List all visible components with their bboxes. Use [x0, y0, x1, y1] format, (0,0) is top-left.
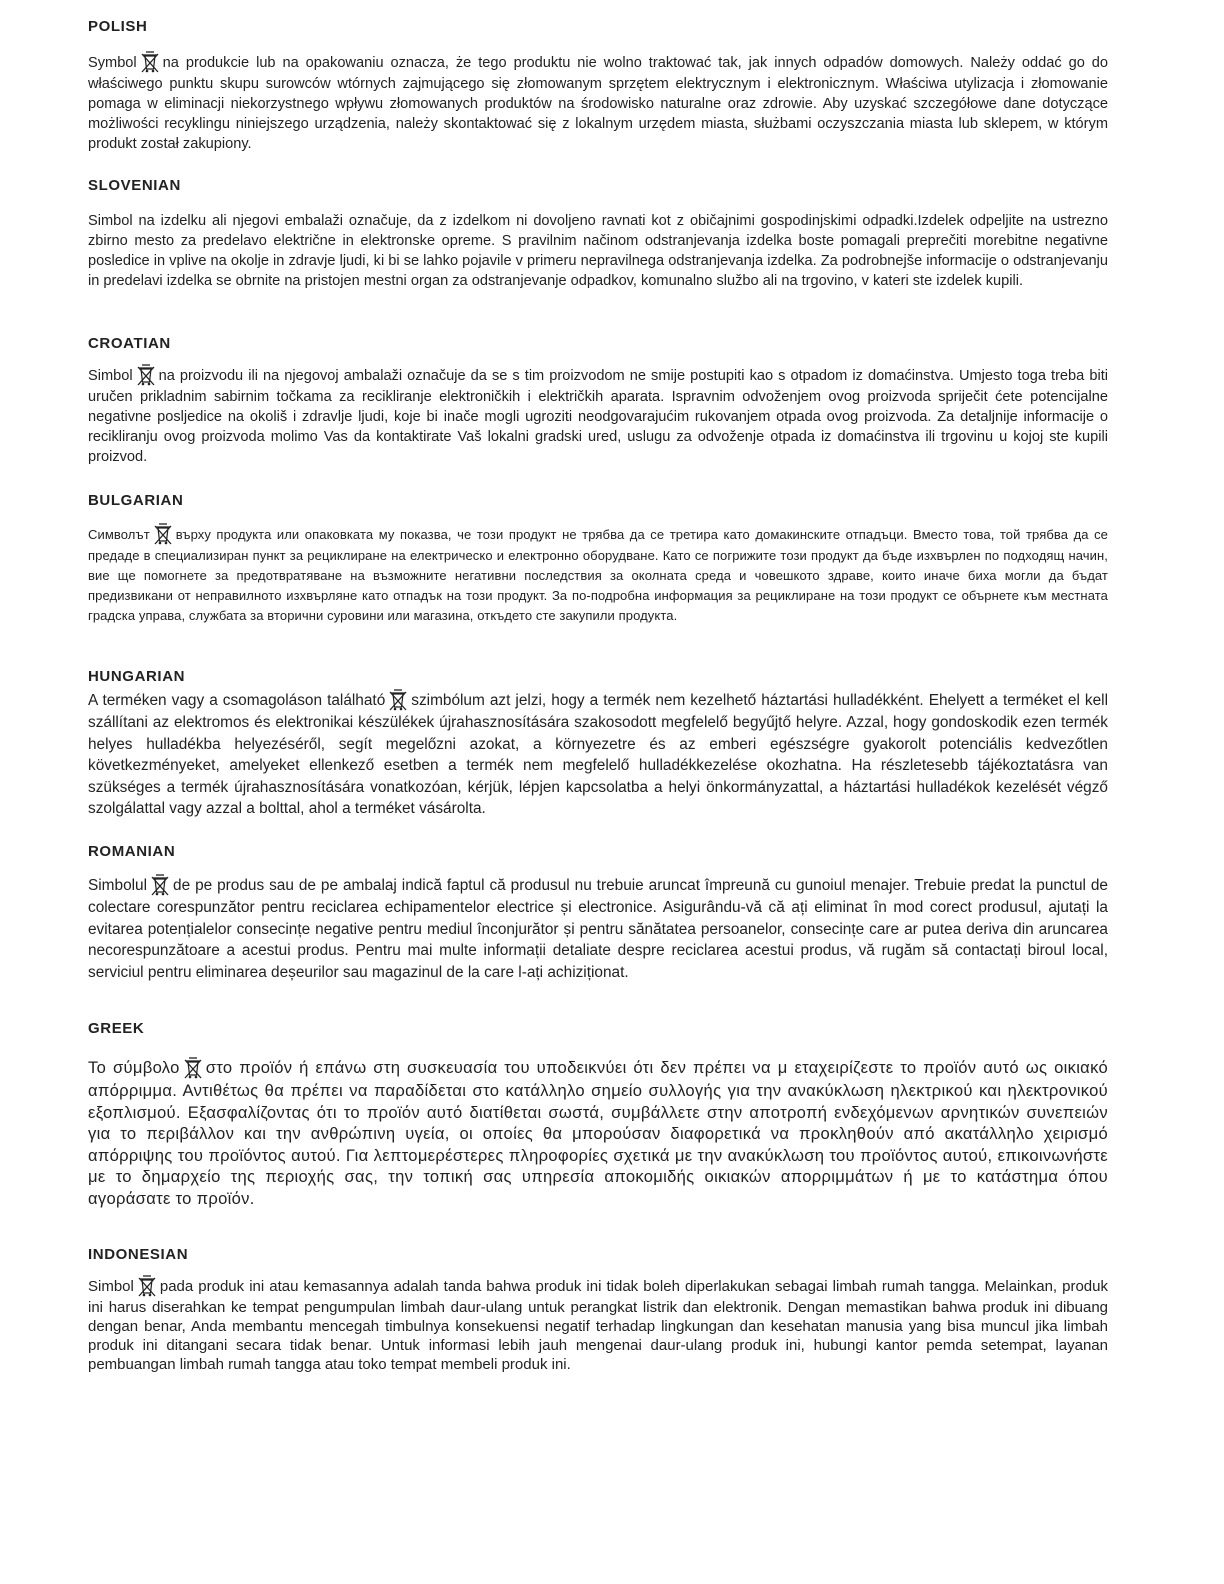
section-croatian: [88, 335, 1108, 467]
section-body: A terméken vagy a csomagoláson található szimbólum azt jelzi, hogy a termék nem kezelhető háztartási hulladékként. Ehelyett a terméket el kell szállítani az elektromos és elektronikai készülékek újrahasznosítására szakosodott megfelelő begyűjtő helyre. Azzal, hogy gondoskodik ezen termék helyes hulladékba helyezéséről, segít megelőzni azokat, a környezetre és az emberi egészségre gyakorolt potenciális kedvezőtlen következményeket, amelyeket ellenkező esetben a termék nem megfelelő hulladékkezelése okozhatna. Ha részletesebb tájékoztatásra van szükséges a termék újrahasznosítására vonatkozóan, kérjük, lépjen kapcsolatba a helyi önkormányzattal, a háztartási hulladékok kezelését végző szolgálattal vagy azzal a bolttal, ahol a terméket vásárolta.: [88, 688, 1108, 820]
section-body: Символът върху продукта или опаковката му показва, че този продукт не трябва да се третира като домакинските отпадъци. Вместо това, той трябва да се предаде в специализиран пункт за рециклиране на електрическо и електронно оборудване. Като се погрижите този продукт да бъде изхвърлен по подходящ начин, вие ще помогнете за предотвратяване на възможните негативни последствия за околната среда и човешкото здраве, които иначе биха могли да бъдат предизвикани от неправилното изхвърляне като отпадък на този продукт. За по-подробна информация за рециклиране на този продукт се обърнете към местната градска управа, службата за вторични суровини или магазина, откъдето сте закупили продукта.: [88, 522, 1108, 626]
section-heading: HUNGARIAN: [88, 668, 186, 685]
section-romanian: [88, 843, 1108, 983]
section-heading: ROMANIAN: [88, 843, 176, 860]
section-body: Simbol na proizvodu ili na njegovoj ambalaži označuje da se s tim proizvodom ne smije postupiti kao s otpadom iz domaćinstva. Umjesto toga treba biti uručen prikladnim sabirnim točkama za recikliranje elektroničkih i električkih aparata. Ispravnim odvoženjem ovog proizvoda spriječit ćete potencijalne negativne posljedice na okoliš i zdravlje ljudi, koje bi inače mogli ugroziti neodgovarajućim rukovanjem otpada ovog proizvoda. Za detaljnije informacije o recikliranju ovog proizvoda molimo Vas da kontaktirate Vaš lokalni gradski ured, uslugu za odvoženje otpada iz domaćinstva ili trgovinu u kojoj ste kupili proizvod.: [88, 363, 1108, 467]
section-hungarian: [88, 668, 1108, 820]
crossed-bin-icon: [389, 688, 407, 712]
crossed-bin-icon: [141, 50, 159, 74]
section-heading: BULGARIAN: [88, 492, 184, 509]
crossed-bin-icon: [154, 522, 172, 546]
section-body: Simbol na izdelku ali njegovi embalaži označuje, da z izdelkom ni dovoljeno ravnati kot z običajnimi gospodinjskimi odpadki.Izdelek odpeljite na ustrezno zbirno mesto za predelavo električne in elektronske opreme. S pravilnim načinom odstranjevanja izdelka boste pomagali preprečiti morebitne negativne posledice in vplive na okolje in zdravje ljudi, ki bi se lahko pojavile v primeru nepravilnega odstranjevanja izdelka. Za podrobnejše informacije o odstranjevanju in predelavi izdelka se obrnite na pristojen mestni organ za odstranjevanje odpadkov, komunalno službo ali na trgovino, v kateri ste izdelek kupili.: [88, 213, 1108, 289]
section-heading: POLISH: [88, 18, 148, 35]
crossed-bin-icon: [137, 363, 155, 387]
section-heading: CROATIAN: [88, 335, 171, 352]
section-body: Το σύμβολο στο προϊόν ή επάνω στη συσκευασία του υποδεικνύει ότι δεν πρέπει να μ εταχειρίζεστε το προϊόν αυτό ως οικιακό απόρριμμα. Αντιθέτως θα πρέπει να παραδίδεται στο κατάλληλο σημείο συλλογής για την ανακύκλωση ηλεκτρικού και ηλεκτρονικού εξοπλισμού. Εξασφαλίζοντας ότι το προϊόν αυτό διατίθεται σωστά, συμβάλλετε στην αποτροπή ενδεχόμενων αρνητικών συνεπειών για το περιβάλλον και την ανθρώπινη υγεία, οι οποίες θα μπορούσαν διαφορετικά να προκληθούν από ακατάλληλο χειρισμό απόρριψης του προϊόντος αυτού. Για λεπτομερέστερες πληροφορίες σχετικά με την ανακύκλωση του προϊόντος αυτού, επικοινωνήστε με το δημαρχείο της περιοχής σας, την τοπική σας υπηρεσία αποκομιδής οικιακών απορριμμάτων ή με το κατάστημα όπου αγοράσατε το προϊόν.: [88, 1058, 1109, 1208]
section-indonesian: [88, 1246, 1108, 1374]
section-bulgarian: [88, 492, 1108, 626]
section-body: Simbolul de pe produs sau de pe ambalaj indică faptul că produsul nu trebuie aruncat împreună cu gunoiul menajer. Trebuie predat la punctul de colectare corespunzător pentru reciclarea echipamentelor electrice și electronice. Asigurându-vă că ați eliminat în mod corect produsul, ajutați la evitarea potențialelor consecințe negative pentru mediul înconjurător și pentru sănătatea persoanelor, consecințe care ar putea deriva din aruncarea necorespunzătoare a acestui produs. Pentru mai multe informații detaliate despre reciclarea acestui produs, vă rugăm să contactați biroul local, serviciul pentru eliminarea deșeurilor sau magazinul de la care l-ați achiziționat.: [88, 873, 1108, 983]
crossed-bin-icon: [184, 1056, 202, 1080]
section-greek: [88, 1020, 1108, 1209]
section-body: Simbol pada produk ini atau kemasannya adalah tanda bahwa produk ini tidak boleh diperlakukan sebagai limbah rumah tangga. Melainkan, produk ini harus diserahkan ke tempat pengumpulan limbah daur-ulang untuk perangkat listrik dan elektronik. Dengan memastikan bahwa produk ini dibuang dengan benar, Anda membantu mencegah timbulnya konsekuensi negatif terhadap lingkungan dan kesehatan manusia yang bisa muncul jika limbah produk ini ditangani secara tidak benar. Untuk informasi lebih jauh mengenai daur-ulang produk ini, hubungi kantor pemda setempat, layanan pembuangan limbah rumah tangga atau toko tempat membeli produk ini.: [88, 1274, 1108, 1374]
section-heading: INDONESIAN: [88, 1246, 189, 1263]
section-body: Symbol na produkcie lub na opakowaniu oznacza, że tego produktu nie wolno traktować tak, jak innych odpadów domowych. Należy oddać go do właściwego punktu skupu surowców wtórnych zajmującego się złomowanym sprzętem elektrycznym i elektronicznym. Właściwa utylizacja i złomowanie pomaga w eliminacji niekorzystnego wpływu złomowanych produktów na środowisko naturalne oraz zdrowie. Aby uzyskać szczegółowe dane dotyczące możliwości recyklingu niniejszego urządzenia, należy skontaktować się z lokalnym urzędem miasta, służbami oczyszczania miasta lub sklepem, w którym produkt został zakupiony.: [88, 50, 1108, 154]
section-heading: SLOVENIAN: [88, 177, 181, 194]
crossed-bin-icon: [151, 873, 169, 897]
section-slovenian: [88, 177, 1108, 291]
section-polish: [88, 18, 1108, 154]
section-heading: GREEK: [88, 1020, 145, 1037]
crossed-bin-icon: [138, 1274, 156, 1298]
